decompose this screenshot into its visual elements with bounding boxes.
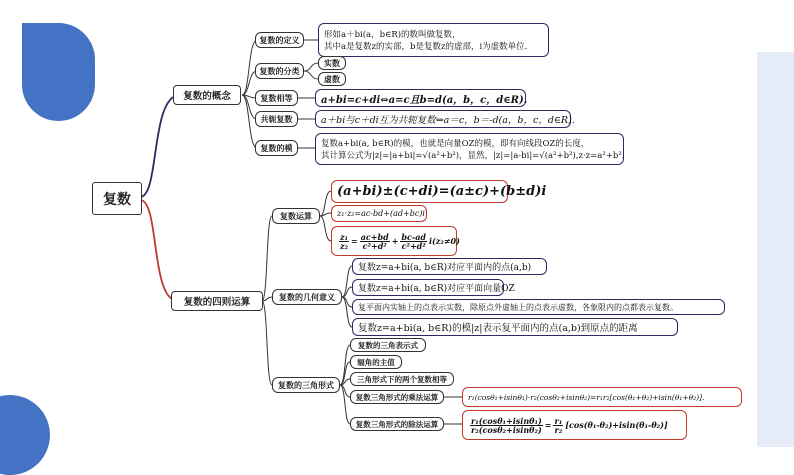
modulus-line1: 复数a+bi(a, b∈R)的模，也就是向量OZ的模，即有向线段OZ的长度，: [321, 139, 590, 149]
node-equal: [255, 90, 298, 106]
node-modulus: [255, 140, 298, 156]
leaf-geometry-4: [352, 318, 678, 336]
div-lhs-den: z₂: [340, 240, 349, 251]
node-arith: [272, 208, 320, 224]
trig-div-mid-num: r₁: [554, 415, 563, 426]
div-f1-den: c²+d²: [362, 240, 387, 251]
node-arith-label: 复数运算: [280, 211, 312, 221]
node-trig-3: [350, 372, 454, 386]
trig-item2: 辐角的主值: [357, 357, 395, 367]
node-trig-label: 复数的三角形式: [278, 380, 334, 390]
leaf-trig-div: [462, 410, 687, 440]
div-f1-fraction: [360, 233, 390, 250]
branch-concept: [173, 85, 241, 105]
trig-div-formula: $\frac{\text{r₁(cosθ₁+isinθ₁)}}{\text{r₂(cosθ₂+isinθ₂)}}$ = $\frac{\text{r₁}}{\text{r₂}}$ [cos(θ₁-θ₂)+isin(θ₁-θ₂)]: [471, 415, 668, 435]
node-modulus-label: 复数的模: [260, 143, 293, 153]
trig-div-tail: [cos(θ₁-θ₂)+isin(θ₁-θ₂)]: [565, 420, 668, 430]
node-real: [318, 56, 346, 70]
geometry-item4: 复数z=a+bi(a, b∈R)的模|z|表示复平面内的点(a,b)到原点的距离: [358, 323, 638, 334]
node-equal-label: 复数相等: [260, 93, 293, 103]
node-trig-5: [350, 417, 444, 431]
node-definition-label: 复数的定义: [259, 35, 300, 45]
leaf-arith-div: [331, 226, 460, 256]
leaf-geometry-2: [352, 279, 515, 296]
trig-div-mid-den: r₂: [554, 424, 563, 435]
node-trig: [272, 377, 340, 393]
arith-add: (a+bi)±(c+di)=(a±c)+(b±d)i: [337, 184, 547, 199]
div-tail: i(z₂≠0): [428, 236, 460, 246]
leaf-definition: [318, 23, 549, 57]
node-geometry: [272, 289, 342, 305]
modulus-line2: 其计算公式为|z|=|a+bi|=√(a²+b²)，显然，|z|=|a-bi|=√(a²+b²),z·z=a²+b².: [321, 151, 625, 161]
trig-item5: 复数三角形式的除法运算: [355, 419, 439, 429]
leaf-geometry-3: [352, 299, 725, 315]
node-conjugate-label: 共轭复数: [260, 114, 293, 124]
geometry-item1: 复数z=a+bi(a, b∈R)对应平面内的点(a,b): [358, 263, 532, 273]
trig-div-lhs-den: r₂(cosθ₂+isinθ₂): [471, 424, 542, 435]
trig-item1: 复数的三角表示式: [358, 340, 418, 350]
geometry-item3: 复平面内实轴上的点表示实数，除原点外虚轴上的点表示虚数，各象限内的点都表示复数。: [358, 302, 678, 312]
leaf-equal: [315, 89, 526, 107]
node-conjugate: [255, 111, 298, 127]
div-f2-fraction: [400, 233, 427, 250]
definition-line1: 形如a＋bi(a，b∈R)的数叫做复数，: [324, 30, 461, 40]
leaf-arith-add: [331, 180, 547, 203]
trig-div-mid: [553, 417, 563, 434]
root-node-complex-number: [92, 182, 142, 215]
node-real-label: 实数: [324, 58, 340, 68]
definition-line2: 其中a是复数z的实部，b是复数z的虚部，i为虚数单位.: [324, 42, 528, 52]
trig-div-lhs: [470, 417, 543, 434]
leaf-modulus: [315, 133, 624, 165]
trig-div-lhs-num: r₁(cosθ₁+isinθ₁): [471, 415, 542, 426]
leaf-geometry-1: [352, 258, 547, 275]
node-classification-label: 复数的分类: [259, 66, 300, 76]
node-imag-label: 虚数: [324, 74, 340, 84]
branch-operations: [171, 291, 263, 311]
div-lhs-fraction: [339, 233, 349, 250]
leaf-arith-mul: [331, 205, 427, 222]
branch-concept-label: 复数的概念: [183, 91, 231, 102]
branch-operations-label: 复数的四则运算: [183, 297, 251, 308]
node-definition: [255, 32, 304, 48]
node-geometry-label: 复数的几何意义: [279, 292, 335, 302]
node-classification: [255, 63, 304, 79]
div-f1-num: ac+bd: [360, 231, 389, 242]
trig-mul-formula: r₁(cosθ₁+isinθ₁)·r₂(cosθ₂+isinθ₂)=r₁r₂[cos(θ₁+θ₂)+isin(θ₁+θ₂)].: [468, 392, 705, 402]
node-imag: [318, 72, 346, 86]
trig-item4: 复数三角形式的乘法运算: [355, 392, 439, 402]
div-f2-den: c²+d²: [401, 240, 426, 251]
div-lhs-num: z₁: [340, 231, 349, 242]
arith-mul: z₁·z₂=ac-bd+(ad+bc)i: [337, 209, 425, 218]
node-trig-1: [350, 338, 426, 352]
arith-div-formula: $\frac{\text{z₁}}{\text{z₂}}$ = $\frac{ac+bd}{\text{c²+d²}}$ + $\frac{bc-ad}{\text{c²+d²}}$ i(z₂≠0): [340, 231, 460, 251]
trig-item3: 三角形式下的两个复数相等: [357, 374, 447, 384]
node-trig-2: [350, 355, 402, 369]
node-trig-4: [350, 390, 444, 404]
root-label: 复数: [103, 191, 131, 208]
equal-text: a+bi=c+di⇔a=c且b=d(a，b，c，d∈R).: [321, 94, 528, 106]
leaf-trig-mul: [462, 387, 742, 407]
conjugate-text: a＋bi与c＋di互为共轭复数⇔a＝c，b＝-d(a，b，c，d∈R).: [321, 115, 575, 126]
leaf-conjugate: [315, 110, 575, 128]
geometry-item2: 复数z=a+bi(a, b∈R)对应平面向量OZ: [358, 284, 515, 294]
div-f2-num: bc-ad: [401, 231, 426, 242]
